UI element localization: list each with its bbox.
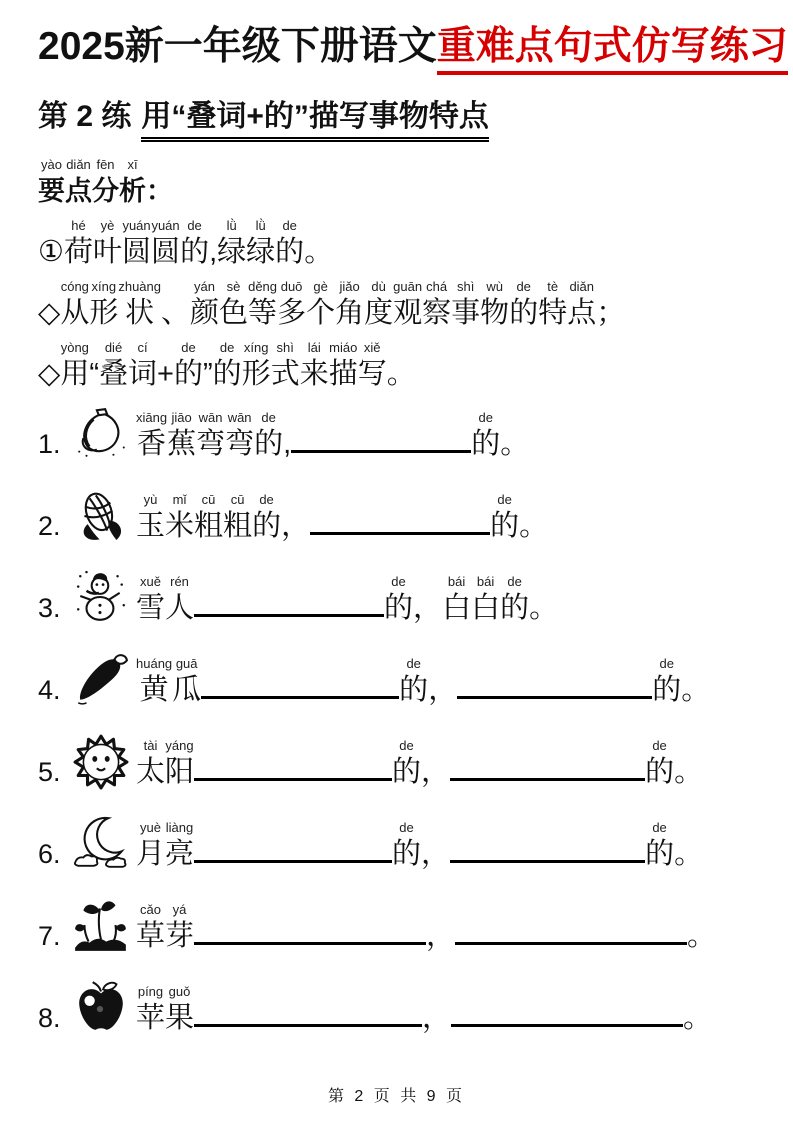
text-segment: yuè 月 bbox=[136, 819, 166, 870]
text-segment: shì 事 bbox=[451, 278, 481, 329]
text-segment: zhuàng 状 bbox=[118, 278, 161, 329]
text-segment: cǎo 草 bbox=[136, 901, 166, 952]
text-segment: yào 要 bbox=[38, 156, 65, 206]
text-segment: jiāo 蕉 bbox=[167, 409, 197, 460]
exercise-number: 4. bbox=[38, 674, 61, 705]
text-segment: yán 颜 bbox=[190, 278, 220, 329]
text-segment: dié 叠 bbox=[99, 339, 129, 390]
text-segment: píng 苹 bbox=[136, 983, 166, 1034]
exercise-sentence bbox=[136, 650, 710, 708]
text-segment: xiě 写 bbox=[357, 339, 387, 390]
analysis-heading bbox=[38, 157, 755, 209]
text-segment: yuán 圆 bbox=[151, 217, 181, 268]
answer-blank bbox=[194, 568, 384, 626]
text-segment: miáo 描 bbox=[328, 339, 358, 390]
text-segment: chá 察 bbox=[422, 278, 452, 329]
answer-blank-line bbox=[194, 830, 392, 863]
text-segment: xíng 形 bbox=[89, 278, 119, 329]
text-segment: ， bbox=[426, 919, 456, 952]
text-segment: xiāng 香 bbox=[136, 409, 168, 460]
answer-blank bbox=[194, 896, 426, 954]
exercise-number: 1. bbox=[38, 428, 61, 459]
text-segment: xuě 雪 bbox=[136, 573, 166, 624]
text-segment: yù 玉 bbox=[136, 491, 166, 542]
text-segment: de 的 bbox=[392, 737, 422, 788]
answer-blank bbox=[194, 978, 422, 1036]
answer-blank-line bbox=[451, 994, 683, 1027]
page-footer: 第 2 页 共 9 页 bbox=[327, 1088, 466, 1105]
exercise-number: 6. bbox=[38, 838, 61, 869]
text-segment: 。 bbox=[519, 509, 549, 542]
text-segment: de 的 bbox=[212, 339, 242, 390]
exercise-sentence bbox=[136, 896, 716, 954]
text-segment: cū 粗 bbox=[223, 491, 253, 542]
answer-blank-line bbox=[194, 584, 384, 617]
text-segment: de 的 bbox=[254, 409, 284, 460]
text-segment: 。 bbox=[304, 235, 334, 268]
text-segment: rén 人 bbox=[165, 573, 195, 624]
text-segment: ” bbox=[202, 357, 213, 390]
text-segment: bái 白 bbox=[471, 573, 501, 624]
text-segment: huáng 黄 bbox=[136, 655, 173, 706]
answer-blank-line bbox=[455, 912, 687, 945]
text-segment: yòng 用 bbox=[60, 339, 90, 390]
moon-icon bbox=[72, 814, 130, 872]
answer-blank-line bbox=[194, 748, 392, 781]
text-segment: guǒ 果 bbox=[165, 983, 195, 1034]
exercise-number: 7. bbox=[38, 920, 61, 951]
text-segment: de 的 bbox=[275, 217, 305, 268]
text-segment: 。 bbox=[674, 837, 704, 870]
text-segment: ， bbox=[421, 755, 451, 788]
exercise-sentence bbox=[136, 814, 703, 872]
text-segment: sè 色 bbox=[219, 278, 249, 329]
answer-blank bbox=[450, 814, 645, 872]
text-segment: yè 叶 bbox=[93, 217, 123, 268]
text-segment: yá 芽 bbox=[165, 901, 195, 952]
answer-blank bbox=[455, 896, 687, 954]
text-segment: yáng 阳 bbox=[165, 737, 195, 788]
answer-blank-line bbox=[194, 912, 426, 945]
text-segment: tè 特 bbox=[538, 278, 568, 329]
apple-icon bbox=[72, 978, 130, 1036]
text-segment: mǐ 米 bbox=[165, 491, 195, 542]
sun-icon bbox=[72, 732, 130, 790]
text-segment: ◇ bbox=[38, 296, 61, 329]
text-segment: fēn 分 bbox=[92, 156, 119, 206]
analysis-example bbox=[38, 218, 755, 270]
text-segment: , bbox=[283, 427, 292, 460]
text-segment: cí 词 bbox=[128, 339, 158, 390]
answer-blank bbox=[194, 814, 392, 872]
text-segment: de 的 bbox=[471, 409, 501, 460]
text-segment: ； bbox=[596, 296, 626, 329]
title-red-part: 重难点句式仿写练习 bbox=[437, 25, 788, 75]
snowman-icon bbox=[72, 568, 130, 626]
answer-blank bbox=[291, 404, 471, 462]
text-segment: de 的 bbox=[180, 217, 210, 268]
text-segment: de 的 bbox=[252, 491, 282, 542]
text-segment: guā 瓜 bbox=[172, 655, 202, 706]
text-segment: de 的 bbox=[399, 655, 429, 706]
text-segment: 。 bbox=[529, 591, 559, 624]
text-segment: wān 弯 bbox=[225, 409, 255, 460]
text-segment: 。 bbox=[687, 919, 717, 952]
exercise-row bbox=[38, 404, 755, 462]
exercise-number: 2. bbox=[38, 510, 61, 541]
text-segment: guān 观 bbox=[393, 278, 423, 329]
text-segment: jiǎo 角 bbox=[335, 278, 365, 329]
text-segment: ① bbox=[38, 235, 64, 268]
corn-icon bbox=[72, 486, 130, 544]
answer-blank bbox=[201, 650, 399, 708]
text-segment: ： bbox=[146, 175, 173, 206]
cucumber-icon bbox=[72, 650, 130, 708]
text-segment: 。 bbox=[500, 427, 530, 460]
text-segment: 。 bbox=[674, 755, 704, 788]
text-segment: de 的 bbox=[645, 819, 675, 870]
exercise-row bbox=[38, 896, 755, 954]
exercise-sentence bbox=[136, 978, 712, 1036]
answer-blank bbox=[450, 732, 645, 790]
exercise-sentence bbox=[136, 404, 529, 462]
text-segment: dù 度 bbox=[364, 278, 394, 329]
answer-blank bbox=[451, 978, 683, 1036]
text-segment: ◇ bbox=[38, 357, 61, 390]
text-segment: 。 bbox=[681, 673, 711, 706]
answer-blank-line bbox=[291, 420, 471, 453]
text-segment: 。 bbox=[683, 1001, 713, 1034]
analysis-bullet-1 bbox=[38, 279, 755, 331]
page-title bbox=[38, 24, 788, 71]
exercise-row bbox=[38, 978, 755, 1036]
text-segment: ， bbox=[413, 591, 443, 624]
exercise-row bbox=[38, 650, 755, 708]
grass-icon bbox=[72, 896, 130, 954]
text-segment: shì 式 bbox=[270, 339, 300, 390]
text-segment: wān 弯 bbox=[196, 409, 226, 460]
text-segment: “ bbox=[89, 357, 99, 390]
text-segment: de 的 bbox=[500, 573, 530, 624]
text-segment: de 的 bbox=[652, 655, 682, 706]
lesson-number: 第 2 练 bbox=[38, 99, 132, 133]
text-segment: 。 bbox=[386, 357, 416, 390]
answer-blank-line bbox=[310, 502, 490, 535]
answer-blank bbox=[457, 650, 652, 708]
answer-blank bbox=[194, 732, 392, 790]
answer-blank-line bbox=[457, 666, 652, 699]
exercise-number: 3. bbox=[38, 592, 61, 623]
text-segment: lǜ 绿 bbox=[246, 217, 276, 268]
exercise-row bbox=[38, 732, 755, 790]
banana-icon bbox=[72, 404, 130, 462]
text-segment: xī 析 bbox=[119, 156, 146, 206]
text-segment: lǜ 绿 bbox=[217, 217, 247, 268]
exercise-row bbox=[38, 568, 755, 626]
text-segment: 、 bbox=[161, 296, 191, 329]
answer-blank bbox=[310, 486, 490, 544]
exercise-row bbox=[38, 814, 755, 872]
lesson-topic: 用“叠词+的”描写事物特点 bbox=[141, 100, 489, 142]
lesson-subtitle bbox=[38, 91, 755, 135]
text-segment: ， bbox=[421, 837, 451, 870]
exercise-row bbox=[38, 486, 755, 544]
exercise-list bbox=[38, 404, 755, 1036]
text-segment: liàng 亮 bbox=[165, 819, 195, 870]
text-segment: diǎn 点 bbox=[567, 278, 597, 329]
text-segment: cū 粗 bbox=[194, 491, 224, 542]
text-segment: wù 物 bbox=[480, 278, 510, 329]
text-segment: de 的 bbox=[509, 278, 539, 329]
text-segment: , bbox=[209, 235, 218, 268]
text-segment: hé 荷 bbox=[64, 217, 94, 268]
text-segment: gè 个 bbox=[306, 278, 336, 329]
text-segment: duō 多 bbox=[277, 278, 307, 329]
text-segment: de 的 bbox=[645, 737, 675, 788]
text-segment: de 的 bbox=[490, 491, 520, 542]
exercise-number: 8. bbox=[38, 1002, 61, 1033]
text-segment: yuán 圆 bbox=[122, 217, 152, 268]
text-segment: + bbox=[157, 357, 174, 390]
exercise-sentence bbox=[136, 732, 703, 790]
text-segment: ， bbox=[422, 1001, 452, 1034]
text-segment: de 的 bbox=[392, 819, 422, 870]
answer-blank-line bbox=[450, 830, 645, 863]
text-segment: ， bbox=[428, 673, 458, 706]
text-segment: tài 太 bbox=[136, 737, 166, 788]
text-segment: xíng 形 bbox=[241, 339, 271, 390]
analysis-bullet-2 bbox=[38, 340, 755, 392]
answer-blank-line bbox=[201, 666, 399, 699]
answer-blank-line bbox=[450, 748, 645, 781]
text-segment: de 的 bbox=[384, 573, 414, 624]
exercise-number: 5. bbox=[38, 756, 61, 787]
text-segment: bái 白 bbox=[442, 573, 472, 624]
answer-blank-line bbox=[194, 994, 422, 1027]
text-segment: lái 来 bbox=[299, 339, 329, 390]
exercise-sentence bbox=[136, 568, 558, 626]
text-segment: diǎn 点 bbox=[65, 156, 92, 206]
text-segment: ， bbox=[281, 509, 311, 542]
text-segment: cóng 从 bbox=[60, 278, 90, 329]
text-segment: de 的 bbox=[173, 339, 203, 390]
text-segment: děng 等 bbox=[248, 278, 278, 329]
exercise-sentence bbox=[136, 486, 548, 544]
title-black-part: 2025新一年级下册语文 bbox=[38, 25, 437, 68]
